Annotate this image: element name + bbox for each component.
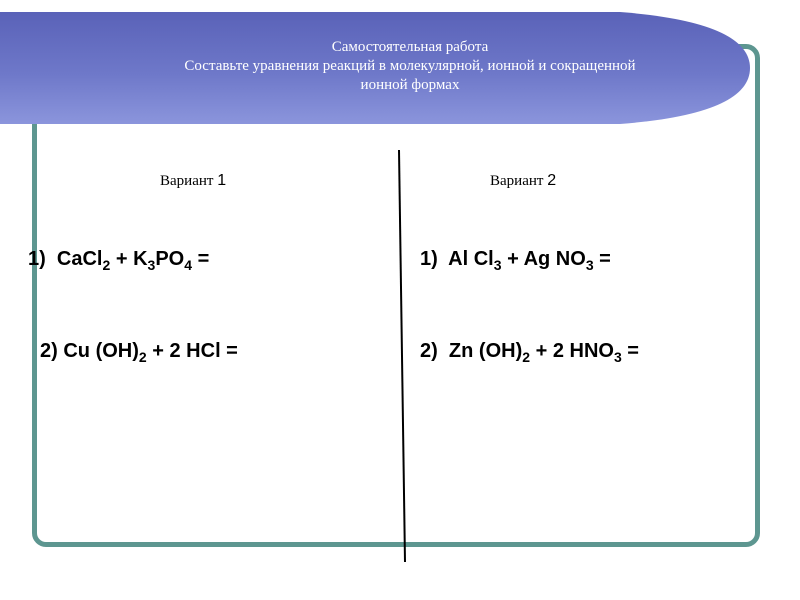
eq-part: + K [110,248,148,270]
eq-part: = [621,340,639,362]
variant-2-label: Вариант [490,173,544,189]
eq-part: Cu (OH) [63,340,139,362]
eq-part: + Ag NO [501,248,586,270]
banner-line-2: Составьте уравнения реакций в молекулярной, ионной и сокращенной [184,58,636,74]
variant-1-label: Вариант [160,173,214,189]
eq-subscript: 3 [613,349,622,365]
eq-subscript: 4 [184,257,193,273]
variant-2-heading [490,172,556,190]
eq-subscript: 2 [138,349,147,365]
eq-part: = [192,248,210,270]
variant-2-number: 2 [547,172,557,189]
eq-subscript: 2 [522,349,531,365]
eq-subscript: 2 [102,257,111,273]
eq-part: Al Cl [448,248,494,270]
eq-part: PO [155,248,185,270]
variant-1-equation-2 [40,340,238,363]
eq-part: = [593,248,611,270]
eq-part: CaCl [56,248,103,270]
eq-subscript: 3 [147,257,156,273]
eq-part: + 2 HCl = [146,340,238,362]
variant-1-heading [160,172,226,190]
variant-1-number: 1 [217,172,227,189]
eq-part: Zn (OH) [448,340,523,362]
eq-part: + 2 HNO [530,340,614,362]
eq-number: 1) [420,248,438,270]
variant-2-equation-1 [420,248,611,271]
eq-subscript: 3 [493,257,502,273]
eq-number: 1) [28,248,46,270]
banner-line-3: ионной формах [360,77,460,93]
variant-1-equation-1 [28,248,209,271]
eq-subscript: 3 [585,257,594,273]
eq-number: 2) [40,340,58,362]
variant-2-equation-2 [420,340,639,363]
eq-number: 2) [420,340,438,362]
banner-line-1: Самостоятельная работа [331,39,489,55]
